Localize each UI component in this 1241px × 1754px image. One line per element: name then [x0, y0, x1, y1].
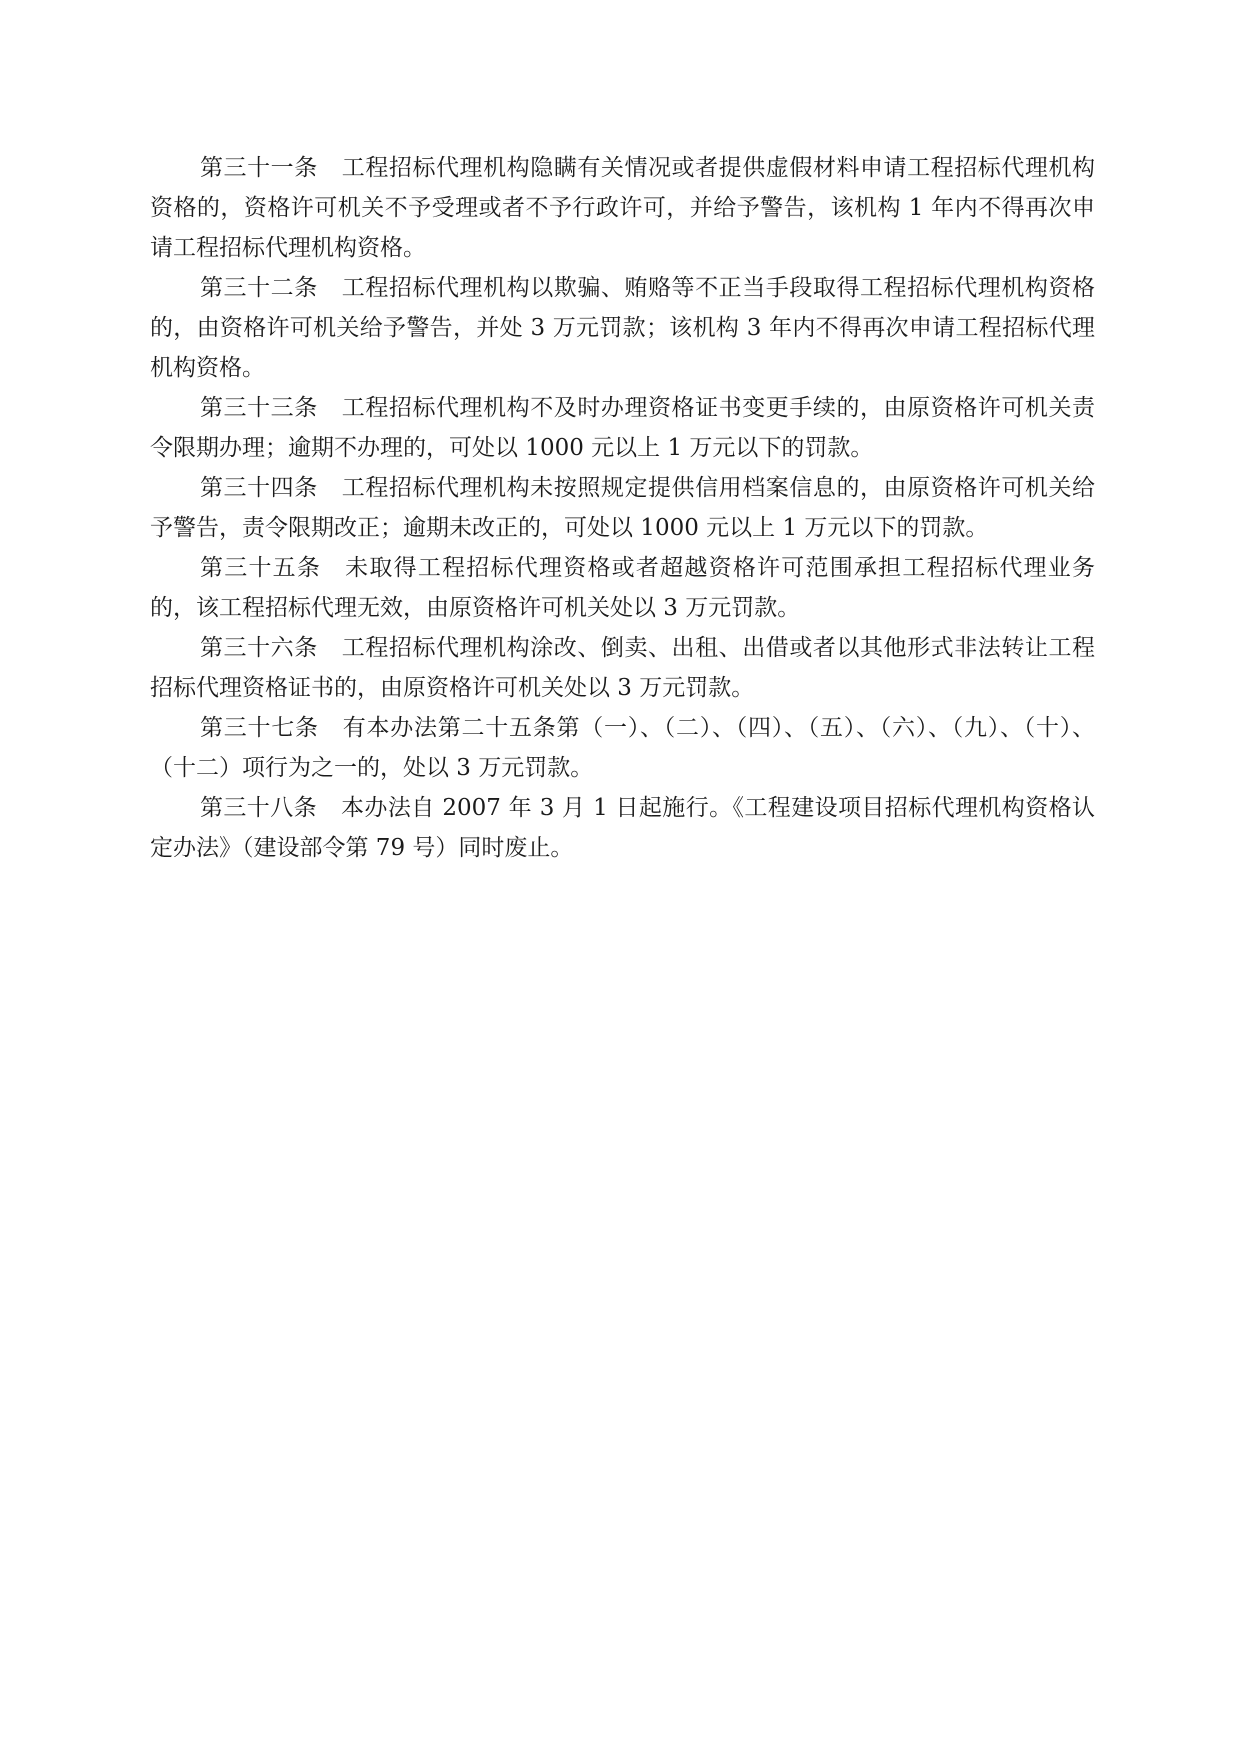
article-36 [150, 628, 1095, 708]
article-33 [150, 388, 1095, 468]
article-text: 有本办法第二十五条第（一）、（二）、（四）、（五）、（六）、（九）、（十）、（十二）项行为之一的，处以 3 万元罚款。 [150, 715, 1095, 781]
article-34 [150, 468, 1095, 548]
article-35 [150, 548, 1095, 628]
article-number: 第三十七条 [200, 715, 319, 741]
article-number: 第三十一条 [200, 155, 318, 181]
article-32 [150, 268, 1095, 388]
article-text: 未取得工程招标代理资格或者超越资格许可范围承担工程招标代理业务的，该工程招标代理无效，由原资格许可机关处以 3 万元罚款。 [150, 555, 1096, 621]
article-number: 第三十四条 [200, 475, 318, 501]
article-text: 本办法自 2007 年 3 月 1 日起施行。《工程建设项目招标代理机构资格认定办法》（建设部令第 79 号）同时废止。 [150, 795, 1096, 861]
article-number: 第三十六条 [200, 635, 318, 661]
article-number: 第三十二条 [200, 275, 318, 301]
article-38 [150, 788, 1095, 868]
article-37 [150, 708, 1095, 788]
article-number: 第三十五条 [200, 555, 322, 581]
article-number: 第三十八条 [200, 795, 318, 821]
article-text: 工程招标代理机构不及时办理资格证书变更手续的，由原资格许可机关责令限期办理；逾期不办理的，可处以 1000 元以上 1 万元以下的罚款。 [150, 395, 1096, 461]
article-31 [150, 148, 1095, 268]
article-number: 第三十三条 [200, 395, 318, 421]
article-text: 工程招标代理机构以欺骗、贿赂等不正当手段取得工程招标代理机构资格的，由资格许可机关给予警告，并处 3 万元罚款；该机构 3 年内不得再次申请工程招标代理机构资格。 [150, 275, 1096, 381]
article-text: 工程招标代理机构涂改、倒卖、出租、出借或者以其他形式非法转让工程招标代理资格证书的，由原资格许可机关处以 3 万元罚款。 [150, 635, 1096, 701]
article-text: 工程招标代理机构未按照规定提供信用档案信息的，由原资格许可机关给予警告，责令限期改正；逾期未改正的，可处以 1000 元以上 1 万元以下的罚款。 [150, 475, 1096, 541]
article-text: 工程招标代理机构隐瞒有关情况或者提供虚假材料申请工程招标代理机构资格的，资格许可机关不予受理或者不予行政许可，并给予警告，该机构 1 年内不得再次申请工程招标代理机构资格。 [150, 155, 1096, 261]
document-body [150, 148, 1095, 868]
